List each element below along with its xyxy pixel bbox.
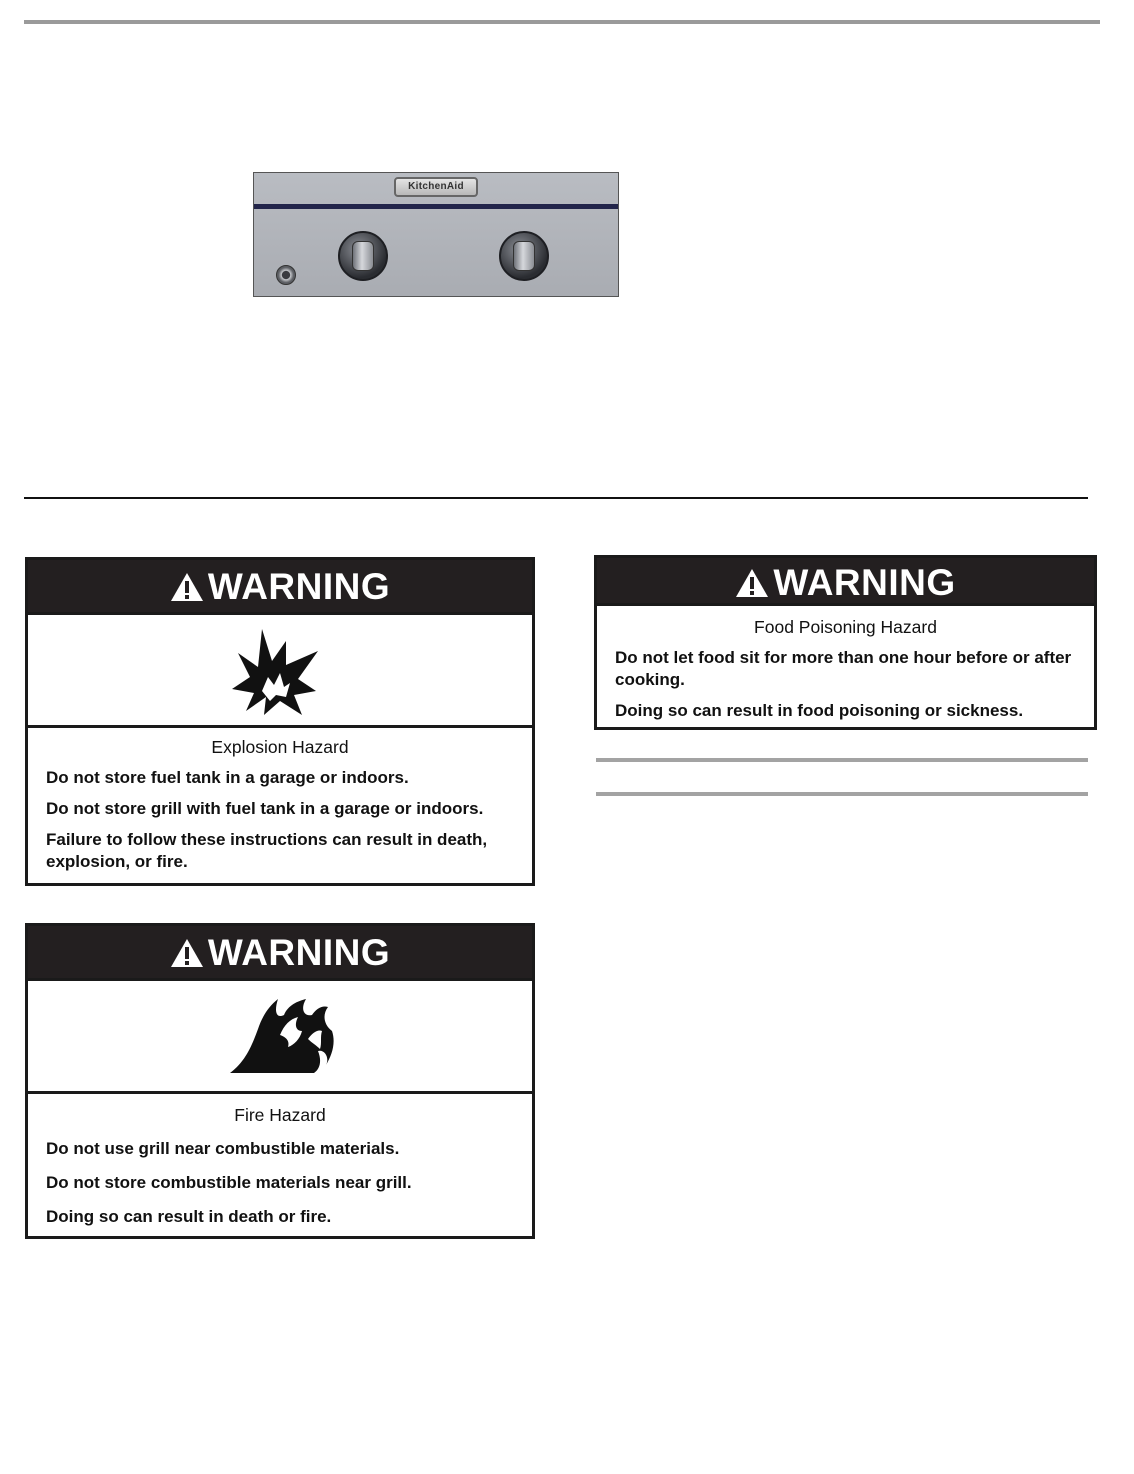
warning-header-label: WARNING: [207, 566, 391, 607]
warning-header: [28, 560, 532, 612]
warning-header: [597, 558, 1094, 606]
fire-warning-box: [25, 923, 535, 1239]
warning-line: Doing so can result in death or fire.: [46, 1207, 332, 1226]
burner-knob-left: [338, 231, 388, 281]
warning-line: Do not store grill with fuel tank in a garage or indoors.: [46, 799, 484, 818]
control-panel-illustration: [253, 172, 619, 297]
section-rule-gray: [596, 792, 1088, 796]
warning-line: Do not store combustible materials near grill.: [46, 1173, 412, 1192]
warning-line: Do not store fuel tank in a garage or indoors.: [46, 768, 409, 787]
warning-body: [28, 728, 532, 894]
explosion-warning-box: [25, 557, 535, 886]
warning-header-label: WARNING: [773, 562, 956, 603]
knob-grip: [352, 241, 374, 271]
top-rule: [24, 20, 1100, 24]
warning-line: Failure to follow these instructions can result in death, explosion, or fire.: [46, 830, 488, 871]
panel-trim-band: [254, 204, 618, 209]
hazard-title: Explosion Hazard: [211, 737, 349, 757]
warning-line: Do not use grill near combustible materials.: [46, 1139, 400, 1158]
food-poisoning-warning-box: [594, 555, 1097, 730]
explosion-icon-area: [28, 612, 532, 728]
fire-icon-area: [28, 978, 532, 1094]
warning-line: Do not let food sit for more than one hour before or after cooking.: [615, 648, 1072, 689]
brand-badge: KitchenAid: [394, 177, 478, 197]
warning-header: [28, 926, 532, 978]
section-rule-gray: [596, 758, 1088, 762]
explosion-icon: [228, 625, 324, 717]
alert-triangle-icon: [170, 938, 204, 968]
knob-grip: [513, 241, 535, 271]
burner-knob-right: [499, 231, 549, 281]
igniter-button: [276, 265, 296, 285]
warning-line: Doing so can result in food poisoning or sickness.: [615, 701, 1024, 720]
warning-body: [597, 606, 1094, 743]
hazard-title: Food Poisoning Hazard: [754, 617, 937, 637]
alert-triangle-icon: [170, 572, 204, 602]
hazard-title: Fire Hazard: [234, 1105, 326, 1125]
warning-header-label: WARNING: [207, 932, 391, 973]
alert-triangle-icon: [735, 568, 769, 598]
fire-icon: [228, 995, 338, 1075]
warning-body: [28, 1094, 532, 1249]
section-rule: [24, 497, 1088, 499]
